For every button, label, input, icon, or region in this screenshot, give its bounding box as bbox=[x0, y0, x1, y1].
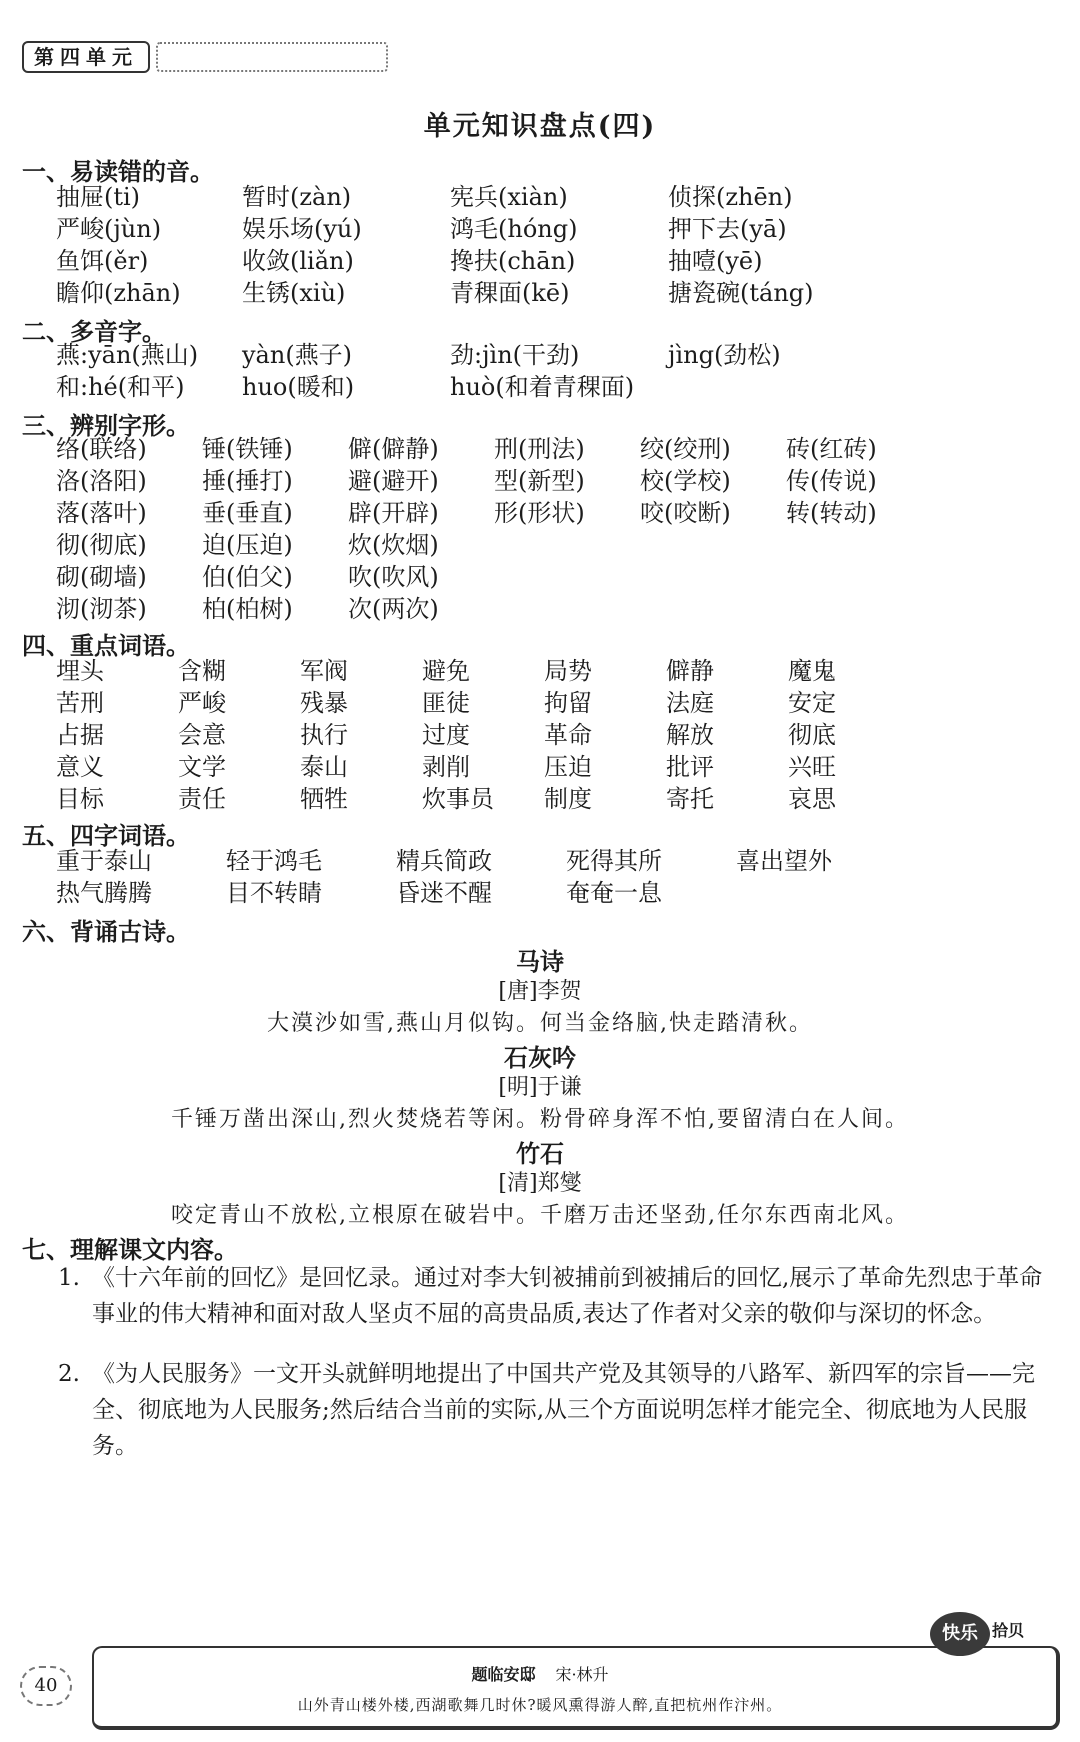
poem-author: [清]郑燮 bbox=[498, 1171, 582, 1196]
idiom-item: 喜出望外 bbox=[736, 847, 832, 875]
character-shape-item: 落(落叶) bbox=[56, 499, 147, 527]
pronunciation-item: 鱼饵(ěr) bbox=[56, 247, 149, 275]
character-shape-item: 伯(伯父) bbox=[202, 563, 293, 591]
key-word-item: 文学 bbox=[178, 753, 226, 781]
character-shape-item: 咬(咬断) bbox=[640, 499, 731, 527]
pronunciation-item: 严峻(jùn) bbox=[56, 215, 162, 243]
character-shape-item: 传(传说) bbox=[786, 467, 877, 495]
idiom-item: 重于泰山 bbox=[56, 847, 152, 875]
polyphone-item: huò(和着青稞面) bbox=[450, 373, 635, 401]
section-heading-character-shapes: 三、辨别字形。 bbox=[22, 412, 190, 440]
key-word-item: 目标 bbox=[56, 785, 104, 813]
pronunciation-item: 娱乐场(yú) bbox=[242, 215, 362, 243]
pronunciation-item: 暂时(zàn) bbox=[242, 183, 352, 211]
pronunciation-item: 侦探(zhēn) bbox=[668, 183, 793, 211]
key-word-item: 革命 bbox=[544, 721, 592, 749]
character-shape-item: 捶(捶打) bbox=[202, 467, 293, 495]
character-shape-item: 炊(炊烟) bbox=[348, 531, 439, 559]
unit-tag bbox=[22, 40, 388, 74]
polyphone-item: 燕:yān(燕山) bbox=[56, 341, 199, 369]
understanding-item bbox=[58, 1356, 1062, 1464]
key-word-item: 占据 bbox=[56, 721, 104, 749]
poem-text: 千锤万凿出深山,烈火焚烧若等闲。粉骨碎身浑不怕,要留清白在人间。 bbox=[171, 1107, 909, 1132]
pronunciation-item: 收敛(liǎn) bbox=[242, 247, 354, 275]
key-word-item: 避免 bbox=[422, 657, 470, 685]
key-word-item: 意义 bbox=[56, 753, 104, 781]
poem-title: 竹石 bbox=[516, 1140, 564, 1168]
key-word-item: 严峻 bbox=[178, 689, 226, 717]
poem-text: 咬定青山不放松,立根原在破岩中。千磨万击还坚劲,任尔东西南北风。 bbox=[171, 1203, 909, 1228]
pronunciation-item: 抽屉(ti) bbox=[56, 183, 141, 211]
section-heading-poems: 六、背诵古诗。 bbox=[22, 918, 190, 946]
footer-poem-heading bbox=[0, 1662, 1080, 1685]
poem-text: 大漠沙如雪,燕山月似钩。何当金络脑,快走踏清秋。 bbox=[267, 1011, 813, 1036]
footer-poem-author: 宋·林升 bbox=[555, 1665, 609, 1684]
idiom-item: 死得其所 bbox=[566, 847, 662, 875]
key-word-item: 寄托 bbox=[666, 785, 714, 813]
polyphone-item: yàn(燕子) bbox=[242, 341, 353, 369]
character-shape-item: 型(新型) bbox=[494, 467, 585, 495]
key-word-item: 军阀 bbox=[300, 657, 348, 685]
character-shape-item: 形(形状) bbox=[494, 499, 585, 527]
brand-badge: 快乐 bbox=[930, 1612, 990, 1656]
page-title: 单元知识盘点(四) bbox=[423, 111, 657, 142]
key-word-item: 泰山 bbox=[300, 753, 348, 781]
key-word-item: 苦刑 bbox=[56, 689, 104, 717]
key-word-item: 含糊 bbox=[178, 657, 226, 685]
key-word-item: 制度 bbox=[544, 785, 592, 813]
key-word-item: 过度 bbox=[422, 721, 470, 749]
section-heading-understanding: 七、理解课文内容。 bbox=[22, 1236, 238, 1264]
key-word-item: 残暴 bbox=[300, 689, 348, 717]
footer-frame bbox=[92, 1646, 1060, 1730]
pronunciation-item: 抽噎(yē) bbox=[668, 247, 763, 275]
key-word-item: 执行 bbox=[300, 721, 348, 749]
poem-title: 石灰吟 bbox=[504, 1044, 576, 1072]
understanding-item bbox=[58, 1260, 1062, 1332]
key-word-item: 兴旺 bbox=[788, 753, 836, 781]
section-heading-polyphone: 二、多音字。 bbox=[22, 318, 166, 346]
page-number: 40 bbox=[20, 1666, 72, 1706]
idiom-item: 轻于鸿毛 bbox=[226, 847, 322, 875]
pronunciation-item: 宪兵(xiàn) bbox=[450, 183, 568, 211]
key-word-item: 剥削 bbox=[422, 753, 470, 781]
character-shape-item: 锤(铁锤) bbox=[202, 435, 293, 463]
key-word-item: 哀思 bbox=[788, 785, 836, 813]
section-heading-pronunciation: 一、易读错的音。 bbox=[22, 158, 214, 186]
idiom-item: 目不转睛 bbox=[226, 879, 322, 907]
idiom-item: 精兵简政 bbox=[396, 847, 492, 875]
poem-author: [唐]李贺 bbox=[498, 979, 582, 1004]
pronunciation-item: 鸿毛(hóng) bbox=[450, 215, 578, 243]
key-word-item: 压迫 bbox=[544, 753, 592, 781]
key-word-item: 责任 bbox=[178, 785, 226, 813]
item-text: 《为人民服务》一文开头就鲜明地提出了中国共产党及其领导的八路军、新四军的宗旨——完全、彻底地为人民服务;然后结合当前的实际,从三个方面说明怎样才能完全、彻底地为人民服务。 bbox=[92, 1361, 1035, 1459]
character-shape-item: 刑(刑法) bbox=[494, 435, 585, 463]
pronunciation-item: 瞻仰(zhān) bbox=[56, 279, 181, 307]
character-shape-item: 沏(沏茶) bbox=[56, 595, 147, 623]
key-word-item: 炊事员 bbox=[422, 785, 494, 813]
key-word-item: 批评 bbox=[666, 753, 714, 781]
pronunciation-item: 青稞面(kē) bbox=[450, 279, 570, 307]
key-word-item: 匪徒 bbox=[422, 689, 470, 717]
poem-title: 马诗 bbox=[516, 948, 564, 976]
character-shape-item: 次(两次) bbox=[348, 595, 439, 623]
key-word-item: 拘留 bbox=[544, 689, 592, 717]
polyphone-item: huo(暖和) bbox=[242, 373, 355, 401]
polyphone-item: 劲:jìn(干劲) bbox=[450, 341, 580, 369]
pronunciation-item: 搪瓷碗(táng) bbox=[668, 279, 814, 307]
pronunciation-item: 生锈(xiù) bbox=[242, 279, 346, 307]
character-shape-item: 避(避开) bbox=[348, 467, 439, 495]
item-number: 1. bbox=[58, 1265, 80, 1291]
character-shape-item: 辟(开辟) bbox=[348, 499, 439, 527]
key-word-item: 彻底 bbox=[788, 721, 836, 749]
character-shape-item: 砌(砌墙) bbox=[56, 563, 147, 591]
character-shape-item: 僻(僻静) bbox=[348, 435, 439, 463]
section-heading-key-words: 四、重点词语。 bbox=[22, 632, 190, 660]
poem-author: [明]于谦 bbox=[498, 1075, 582, 1100]
character-shape-item: 洛(洛阳) bbox=[56, 467, 147, 495]
key-word-item: 牺牲 bbox=[300, 785, 348, 813]
key-word-item: 魔鬼 bbox=[788, 657, 836, 685]
idiom-item: 奄奄一息 bbox=[566, 879, 662, 907]
footer-poem-title: 题临安邸 bbox=[471, 1665, 536, 1684]
key-word-item: 埋头 bbox=[56, 657, 104, 685]
pronunciation-item: 搀扶(chān) bbox=[450, 247, 576, 275]
character-shape-item: 彻(彻底) bbox=[56, 531, 147, 559]
polyphone-item: jìng(劲松) bbox=[668, 341, 781, 369]
character-shape-item: 校(学校) bbox=[640, 467, 731, 495]
idiom-item: 热气腾腾 bbox=[56, 879, 152, 907]
character-shape-item: 迫(压迫) bbox=[202, 531, 293, 559]
key-word-item: 会意 bbox=[178, 721, 226, 749]
item-number: 2. bbox=[58, 1361, 80, 1387]
item-text: 《十六年前的回忆》是回忆录。通过对李大钊被捕前到被捕后的回忆,展示了革命先烈忠于革命事业的伟大精神和面对敌人坚贞不屈的高贵品质,表达了作者对父亲的敬仰与深切的怀念。 bbox=[92, 1265, 1043, 1327]
polyphone-item: 和:hé(和平) bbox=[56, 373, 185, 401]
character-shape-item: 柏(柏树) bbox=[202, 595, 293, 623]
idiom-item: 昏迷不醒 bbox=[396, 879, 492, 907]
section-heading-idioms: 五、四字词语。 bbox=[22, 822, 190, 850]
key-word-item: 安定 bbox=[788, 689, 836, 717]
key-word-item: 法庭 bbox=[666, 689, 714, 717]
character-shape-item: 绞(绞刑) bbox=[640, 435, 731, 463]
key-word-item: 局势 bbox=[544, 657, 592, 685]
character-shape-item: 络(联络) bbox=[56, 435, 147, 463]
brand-badge-side: 拾贝 bbox=[992, 1621, 1025, 1640]
pronunciation-item: 押下去(yā) bbox=[668, 215, 787, 243]
unit-label: 第四单元 bbox=[22, 41, 150, 73]
key-word-item: 解放 bbox=[666, 721, 714, 749]
character-shape-item: 砖(红砖) bbox=[786, 435, 877, 463]
character-shape-item: 垂(垂直) bbox=[202, 499, 293, 527]
key-word-item: 僻静 bbox=[666, 657, 714, 685]
header-dotted-box bbox=[156, 42, 388, 72]
character-shape-item: 吹(吹风) bbox=[348, 563, 439, 591]
character-shape-item: 转(转动) bbox=[786, 499, 877, 527]
footer-poem-text: 山外青山楼外楼,西湖歌舞几时休?暖风熏得游人醉,直把杭州作汴州。 bbox=[297, 1696, 783, 1714]
